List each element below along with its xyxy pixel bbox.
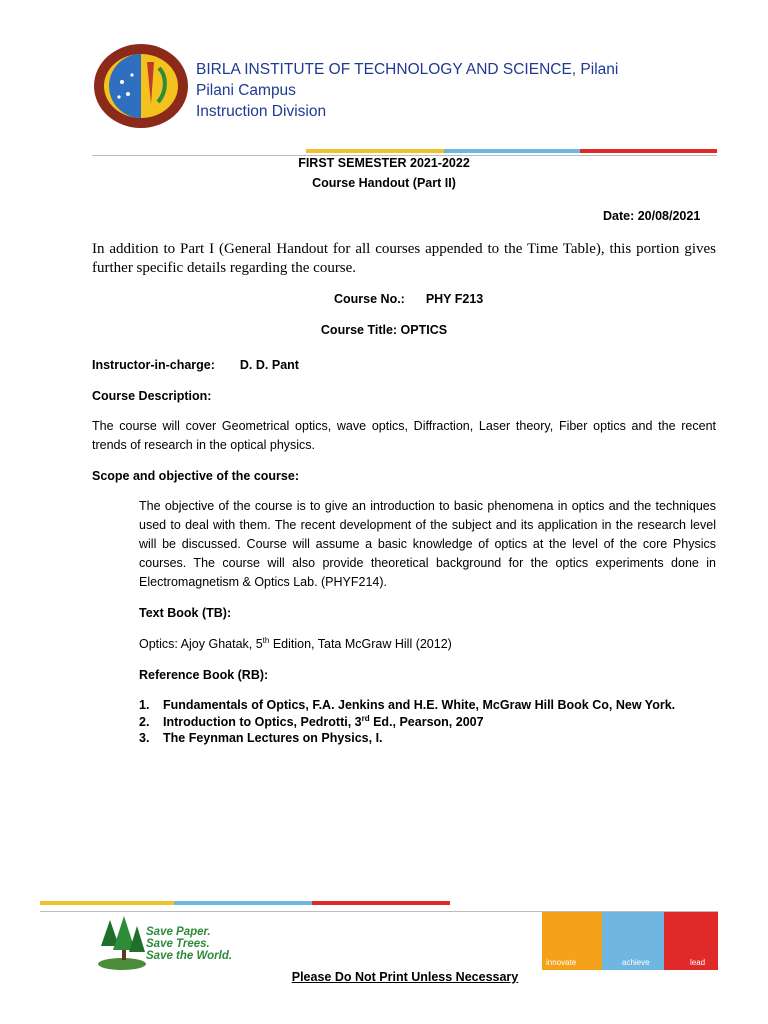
reference-item [139,697,675,714]
semester-title: FIRST SEMESTER 2021-2022 [298,156,470,170]
footer-bar-blue [174,901,312,905]
reference-text-rest: Ed., Pearson, 2007 [369,714,484,729]
reference-number: 1. [139,698,150,712]
institute-header [196,59,618,122]
institute-name: BIRLA INSTITUTE OF TECHNOLOGY AND SCIENCE, Pilani [196,61,619,78]
footer-bar-yellow [40,901,174,905]
print-notice: Please Do Not Print Unless Necessary [291,970,519,984]
institute-logo [92,42,190,130]
scope-text: The objective of the course is to give an introduction to basic phenomena in optics and the techniques used to deal with them. The recent development of the subject and its application in the research level will be discussed. Course will assume a basic knowledge of optics at the level of the core Physics courses. The course will also provide theoretical background for the optics experiments done in Electromagnetism & Optics Lab. (PHYF214). [139,499,716,589]
reference-item [139,730,675,747]
header-bar-yellow [306,149,444,153]
instructor-line [92,356,299,375]
description-text: The course will cover Geometrical optics, wave optics, Diffraction, Laser theory, Fiber optics and the recent trends of research in the optical physics. [92,419,716,452]
course-number-label: Course No.: [334,292,405,306]
reference-text: Fundamentals of Optics, F.A. Jenkins and H.E. White, McGraw Hill Book Co, New York. [163,698,676,712]
motto-achieve: achieve [622,958,650,967]
motto-lead: lead [690,958,706,967]
reference-number: 2. [139,714,150,729]
save-line: Save the World. [146,950,233,962]
description-heading: Course Description: [92,389,212,403]
save-line: Save Paper. [146,926,211,938]
textbook-entry-rest: Edition, Tata McGraw Hill (2012) [269,637,452,651]
reference-superscript: rd [361,713,370,723]
textbook-entry-title: Optics: Ajoy Ghatak, 5 [139,637,263,651]
reference-text: Introduction to Optics, Pedrotti, 3 [163,714,362,729]
course-number: PHY F213 [425,292,484,306]
reference-list [139,697,675,747]
reference-number: 3. [139,731,150,745]
footer-bar-red [312,901,450,905]
motto-banner [542,912,718,970]
course-number-line [334,290,483,309]
save-paper-logo [98,916,238,970]
tree-icon [98,916,148,970]
instructor-name: D. D. Pant [239,358,299,372]
textbook-entry [139,635,452,654]
textbook-heading: Text Book (TB): [139,606,232,620]
handout-title: Course Handout (Part II) [312,176,456,190]
save-line: Save Trees. [146,938,210,950]
header-bar-red [580,149,717,153]
reference-item [139,714,675,731]
header-bar-blue [444,149,580,153]
reference-heading: Reference Book (RB): [139,668,269,682]
reference-text: The Feynman Lectures on Physics, I. [163,731,383,745]
motto-innovate: innovate [546,958,577,967]
division-name: Instruction Division [196,103,327,120]
intro-paragraph: In addition to Part I (General Handout for all courses appended to the Time Table), this portion gives further specific details regarding the course. [92,241,716,276]
instructor-label: Instructor-in-charge: [92,358,215,372]
campus-name: Pilani Campus [196,82,296,99]
date-line: Date: 20/08/2021 [603,209,701,223]
course-title: Course Title: OPTICS [320,323,448,337]
textbook-entry-superscript: th [262,635,270,645]
scope-heading: Scope and objective of the course: [92,469,299,483]
